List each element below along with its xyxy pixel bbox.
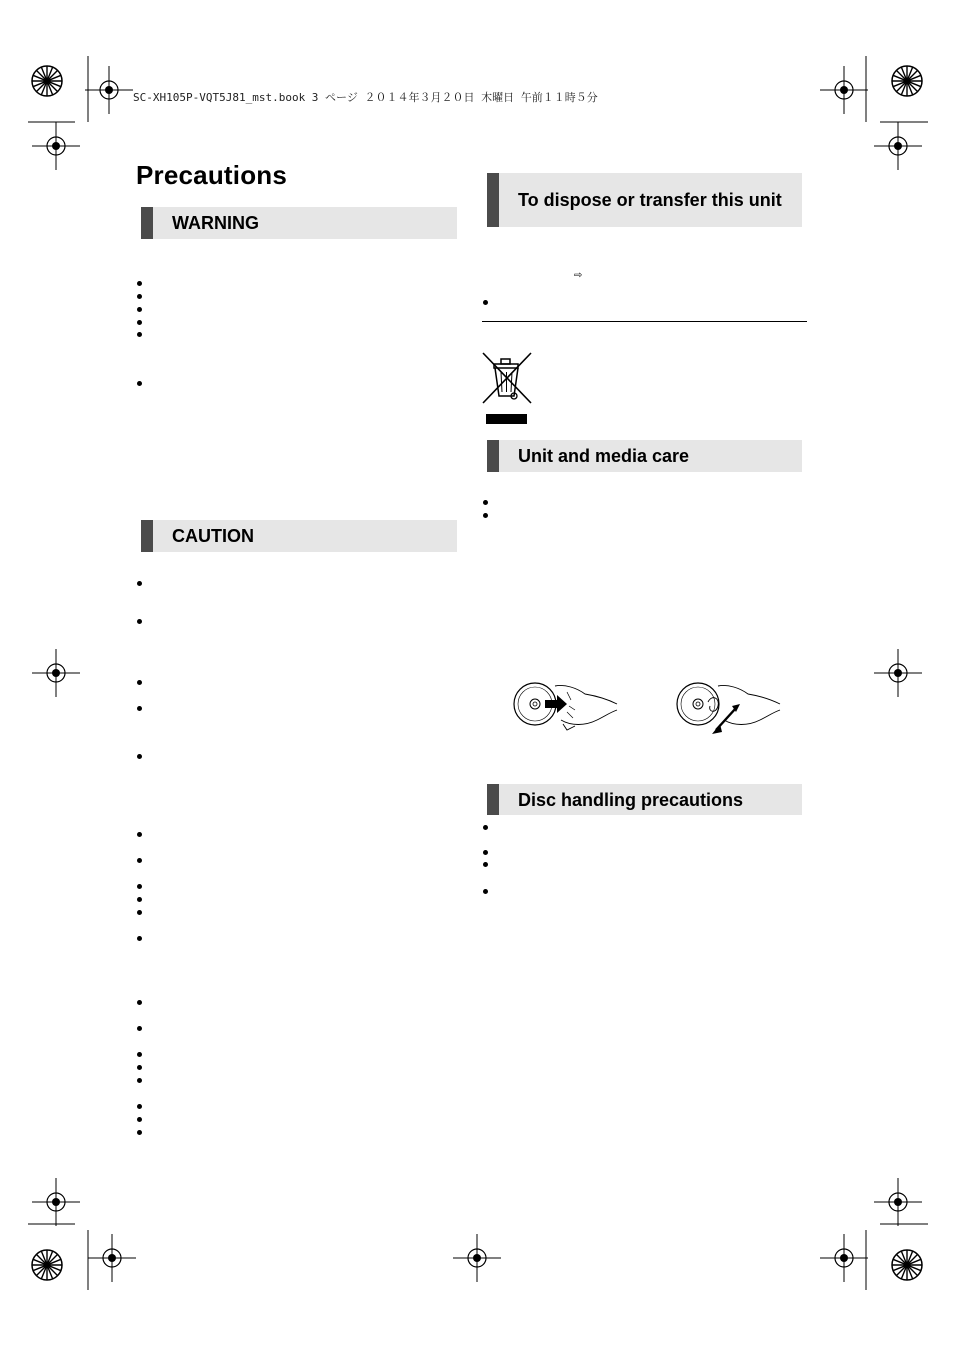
crosshair-registration-icon — [874, 122, 922, 170]
disc-wipe-circular-icon — [668, 680, 788, 740]
radial-target-icon — [892, 66, 922, 96]
section-caution-heading — [141, 520, 457, 552]
crosshair-registration-icon — [32, 122, 80, 170]
list-bullet — [137, 1078, 142, 1083]
section-dispose-label: To dispose or transfer this unit — [518, 190, 782, 210]
list-bullet — [483, 513, 488, 518]
crosshair-registration-icon — [32, 1178, 80, 1226]
crosshair-registration-icon — [85, 66, 133, 114]
list-bullet — [483, 300, 488, 305]
section-media-care-heading — [487, 440, 802, 472]
section-warning-heading — [141, 207, 457, 239]
list-bullet — [137, 1000, 142, 1005]
crosshair-registration-icon — [32, 649, 80, 697]
list-bullet — [137, 332, 142, 337]
reference-arrow-icon: ⇨ — [574, 270, 583, 281]
list-bullet — [483, 500, 488, 505]
list-bullet — [137, 1117, 142, 1122]
crosshair-registration-icon — [874, 649, 922, 697]
list-bullet — [137, 581, 142, 586]
list-bullet — [137, 1026, 142, 1031]
section-media-care-label: Unit and media care — [518, 446, 690, 466]
list-bullet — [137, 320, 142, 325]
crosshair-registration-icon — [88, 1234, 136, 1282]
list-bullet — [483, 889, 488, 894]
section-caution-label: CAUTION — [172, 526, 254, 546]
crossed-out-wheelie-bin-icon — [480, 350, 540, 430]
list-bullet — [137, 1130, 142, 1135]
radial-target-icon — [32, 66, 62, 96]
section-warning-label: WARNING — [172, 213, 259, 233]
list-bullet — [137, 754, 142, 759]
list-bullet — [137, 1052, 142, 1057]
section-dispose-heading — [487, 173, 802, 227]
section-disc-handling-label: Disc handling precautions — [518, 789, 744, 810]
list-bullet — [137, 1104, 142, 1109]
crosshair-registration-icon — [820, 66, 868, 114]
list-bullet — [483, 862, 488, 867]
print-header: SC-XH105P-VQT5J81_mst.book 3 ページ ２０１４年３月２０日 木曜日 午前１１時５分 — [133, 91, 598, 104]
list-bullet — [483, 825, 488, 830]
section-divider — [482, 321, 807, 322]
crosshair-registration-icon — [820, 1234, 868, 1282]
list-bullet — [137, 1065, 142, 1070]
list-bullet — [137, 910, 142, 915]
list-bullet — [137, 858, 142, 863]
list-bullet — [483, 850, 488, 855]
list-bullet — [137, 281, 142, 286]
radial-target-icon — [892, 1250, 922, 1280]
list-bullet — [137, 832, 142, 837]
list-bullet — [137, 619, 142, 624]
disc-wipe-center-outward-icon — [505, 680, 625, 740]
list-bullet — [137, 884, 142, 889]
list-bullet — [137, 936, 142, 941]
radial-target-icon — [32, 1250, 62, 1280]
list-bullet — [137, 294, 142, 299]
crosshair-registration-icon — [453, 1234, 501, 1282]
section-disc-handling-heading — [487, 784, 802, 815]
list-bullet — [137, 307, 142, 312]
page-title: Precautions — [136, 160, 288, 190]
crosshair-registration-icon — [874, 1178, 922, 1226]
list-bullet — [137, 897, 142, 902]
list-bullet — [137, 680, 142, 685]
list-bullet — [137, 381, 142, 386]
list-bullet — [137, 706, 142, 711]
